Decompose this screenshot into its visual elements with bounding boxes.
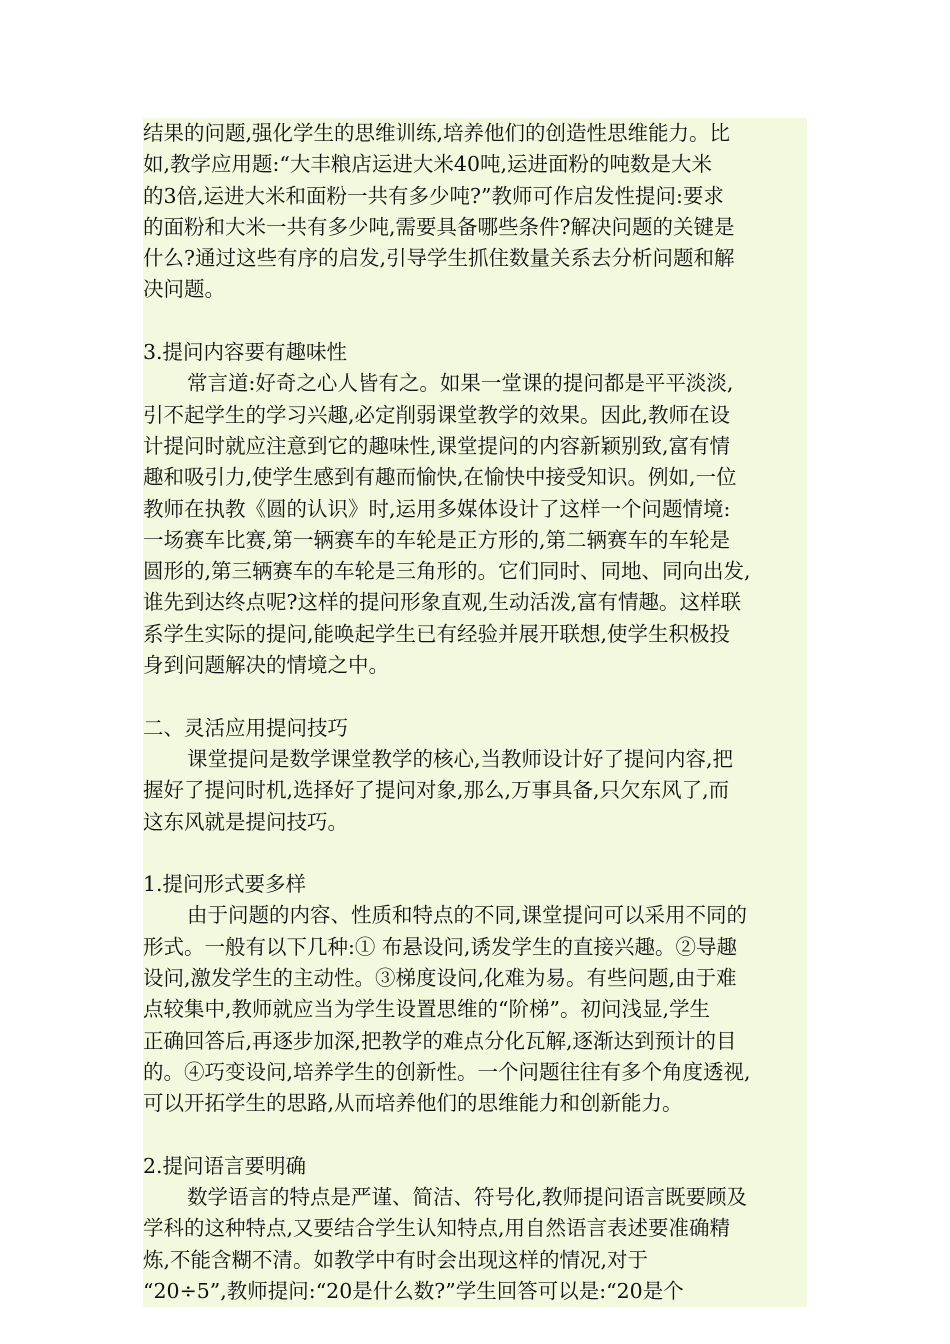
text-line: 设问,激发学生的主动性。③梯度设问,化难为易。有些问题,由于难 — [143, 966, 737, 991]
text-line: 引不起学生的学习兴趣,必定削弱课堂教学的效果。因此,教师在设 — [143, 402, 731, 427]
text-line: 计提问时就应注意到它的趣味性,课堂提问的内容新颖别致,富有情 — [143, 433, 731, 458]
text-line: 的3倍,运进大米和面粉一共有多少吨?”教师可作启发性提问:要求 — [143, 183, 724, 208]
text-line: 谁先到达终点呢?这样的提问形象直观,生动活泼,富有情趣。这样联 — [143, 590, 742, 615]
text-line: 身到问题解决的情境之中。 — [143, 653, 389, 678]
text-line: 形式。一般有以下几种:① 布悬设问,诱发学生的直接兴趣。②导趣 — [143, 934, 737, 959]
text-line: 二、灵活应用提问技巧 — [143, 715, 348, 740]
text-line: 握好了提问时机,选择好了提问对象,那么,万事具备,只欠东风了,而 — [143, 778, 730, 803]
text-line: 什么?通过这些有序的启发,引导学生抓住数量关系去分析问题和解 — [143, 246, 735, 271]
blank-line — [143, 306, 807, 337]
text-line: 常言道:好奇之心人皆有之。如果一堂课的提问都是平平淡淡, — [187, 371, 734, 396]
text-line: 一场赛车比赛,第一辆赛车的车轮是正方形的,第二辆赛车的车轮是 — [143, 527, 731, 552]
text-line: 结果的问题,强化学生的思维训练,培养他们的创造性思维能力。比 — [143, 121, 731, 145]
blank-line — [143, 838, 807, 869]
document-body — [143, 118, 807, 1307]
text-line: 系学生实际的提问,能唤起学生已有经验并展开联想,使学生积极投 — [143, 621, 731, 646]
blank-line — [143, 1120, 807, 1151]
text-line: 趣和吸引力,使学生感到有趣而愉快,在愉快中接受知识。例如,一位 — [143, 465, 737, 490]
text-line: 决问题。 — [143, 277, 225, 302]
text-line: 2.提问语言要明确 — [143, 1153, 307, 1178]
text-line: 炼,不能含糊不清。如教学中有时会出现这样的情况,对于 — [143, 1247, 649, 1272]
text-line: 可以开拓学生的思路,从而培养他们的思维能力和创新能力。 — [143, 1091, 683, 1116]
text-line: 点较集中,教师就应当为学生设置思维的“阶梯”。初问浅显,学生 — [143, 997, 710, 1022]
blank-line — [143, 681, 807, 712]
text-line: 由于问题的内容、性质和特点的不同,课堂提问可以采用不同的 — [187, 903, 748, 928]
text-line: 如,教学应用题:“大丰粮店运进大米40吨,运进面粉的吨数是大米 — [143, 152, 713, 177]
text-line: 课堂提问是数学课堂教学的核心,当教师设计好了提问内容,把 — [187, 746, 734, 771]
text-line: 3.提问内容要有趣味性 — [143, 340, 348, 365]
text-line: 1.提问形式要多样 — [143, 872, 307, 897]
text-line: “20÷5”,教师提问:“20是什么数?”学生回答可以是:“20是个 — [143, 1278, 684, 1303]
text-line: 数学语言的特点是严谨、简洁、符号化,教师提问语言既要顾及 — [187, 1185, 748, 1210]
text-line: 的。④巧变设问,培养学生的创新性。一个问题往往有多个角度透视, — [143, 1059, 751, 1084]
text-line: 学科的这种特点,又要结合学生认知特点,用自然语言表述要准确精 — [143, 1216, 731, 1241]
text-line: 的面粉和大米一共有多少吨,需要具备哪些条件?解决问题的关键是 — [143, 214, 735, 239]
text-line: 正确回答后,再逐步加深,把教学的难点分化瓦解,逐渐达到预计的目 — [143, 1028, 737, 1053]
text-line: 教师在执教《圆的认识》时,运用多媒体设计了这样一个问题情境: — [143, 496, 731, 521]
text-line: 这东风就是提问技巧。 — [143, 809, 348, 834]
text-line: 圆形的,第三辆赛车的车轮是三角形的。它们同时、同地、同向出发, — [143, 559, 751, 584]
